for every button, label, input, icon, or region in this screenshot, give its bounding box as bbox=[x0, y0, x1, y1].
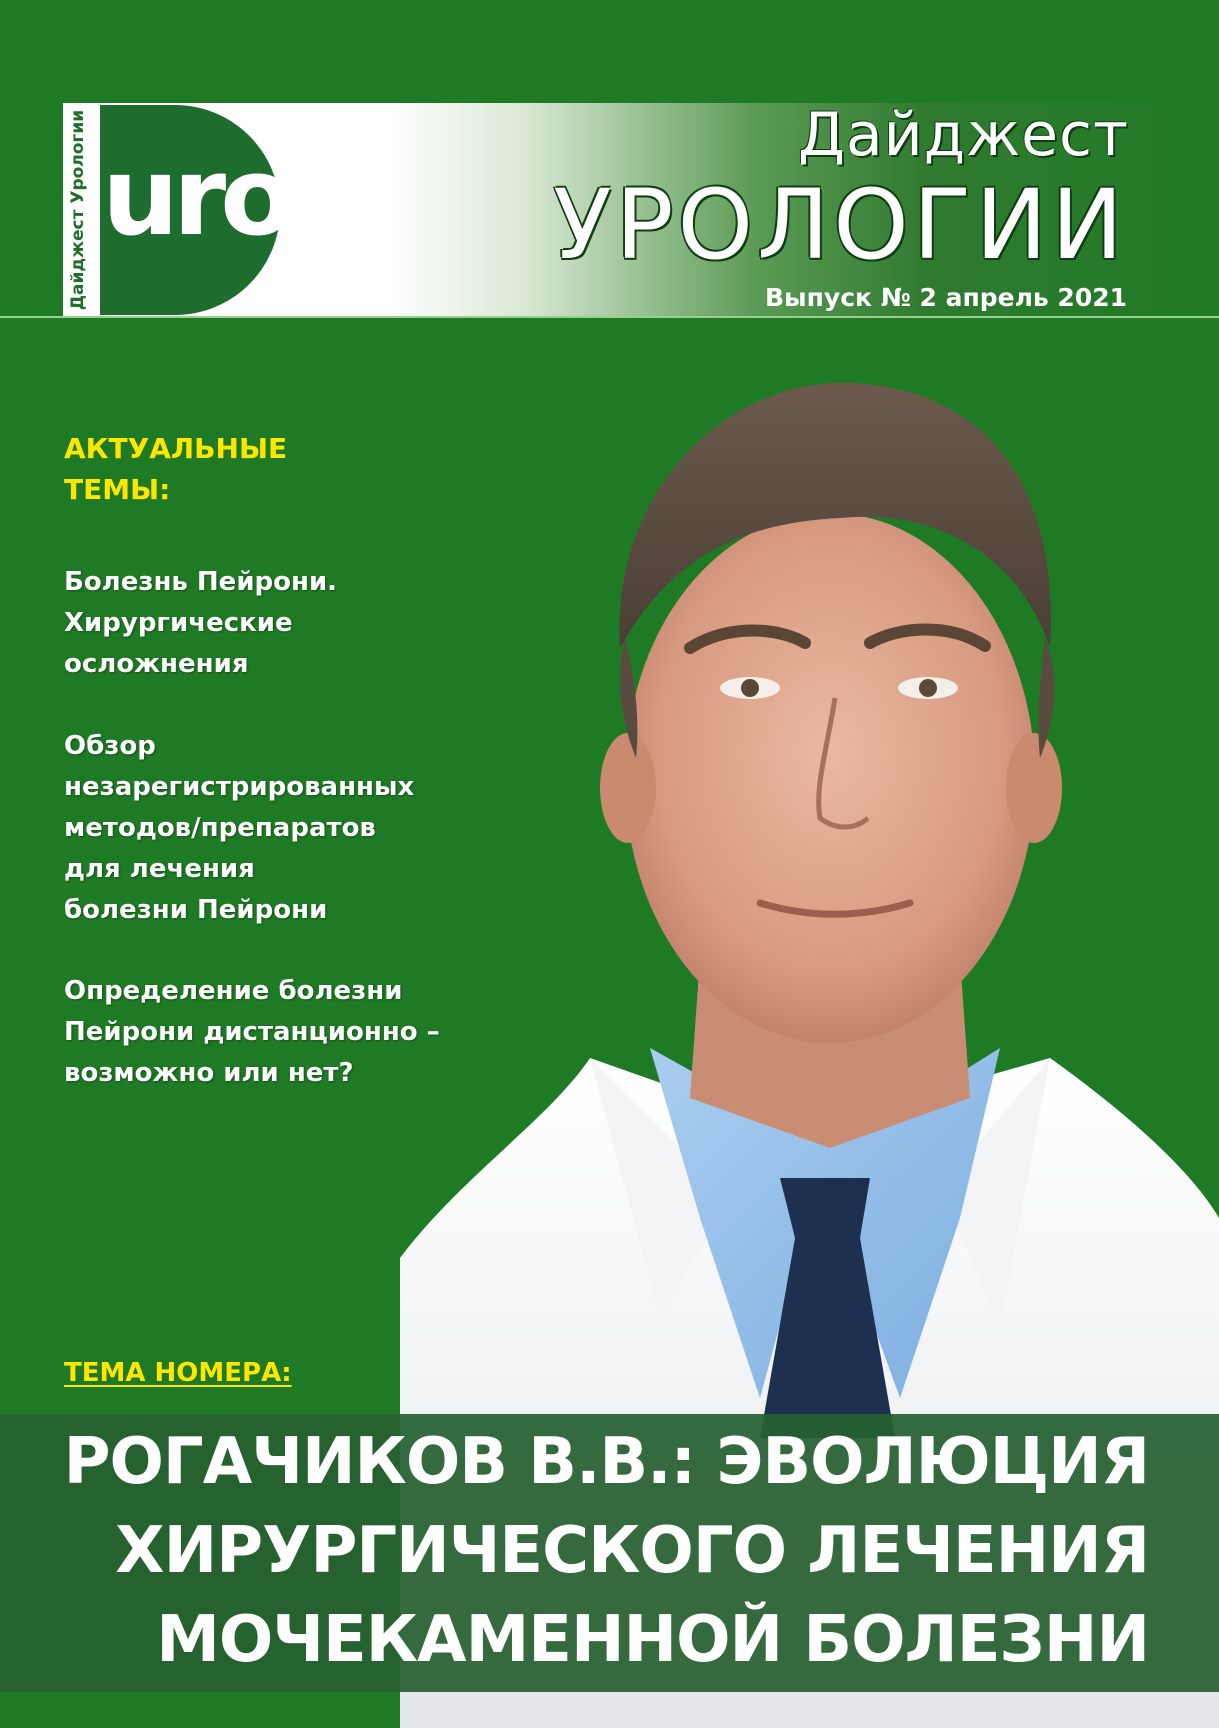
topic-item bbox=[64, 726, 464, 931]
issue-theme-label: ТЕМА НОМЕРА: bbox=[64, 1358, 292, 1388]
magazine-title-line2: УРОЛОГИИ bbox=[553, 169, 1127, 281]
topics-heading bbox=[64, 428, 394, 510]
topic-item bbox=[64, 562, 464, 685]
issue-number: Выпуск № 2 апрель 2021 bbox=[765, 283, 1127, 312]
headline-line: РОГАЧИКОВ В.В.: ЭВОЛЮЦИЯ bbox=[63, 1425, 1149, 1499]
topics-heading-line: АКТУАЛЬНЫЕ bbox=[64, 432, 288, 465]
topic-line: болезни Пейрони bbox=[64, 895, 328, 925]
topic-line: Болезнь Пейрони. bbox=[64, 567, 338, 597]
topic-item bbox=[64, 971, 484, 1094]
topic-line: Хирургические bbox=[64, 608, 293, 638]
logo-side-text: Дайджест Урологии bbox=[68, 109, 88, 311]
headline-line: ХИРУРГИЧЕСКОГО ЛЕЧЕНИЯ bbox=[115, 1514, 1149, 1588]
topic-line: осложнения bbox=[64, 649, 249, 679]
logo-mark-text: uro bbox=[102, 135, 289, 260]
topic-line: для лечения bbox=[64, 854, 255, 884]
headline-line: МОЧЕКАМЕННОЙ БОЛЕЗНИ bbox=[156, 1603, 1149, 1677]
topic-line: Пейрони дистанционно – bbox=[64, 1017, 440, 1047]
topic-line: незарегистрированных bbox=[64, 772, 415, 802]
magazine-title-line1: Дайджест bbox=[797, 100, 1129, 170]
topic-line: Определение болезни bbox=[64, 976, 403, 1006]
logo-side-label bbox=[63, 105, 93, 315]
topic-line: методов/препаратов bbox=[64, 813, 376, 843]
topic-line: возможно или нет? bbox=[64, 1058, 354, 1088]
feature-headline bbox=[29, 1418, 1149, 1685]
topics-heading-line: ТЕМЫ: bbox=[64, 473, 171, 506]
topic-line: Обзор bbox=[64, 731, 156, 761]
